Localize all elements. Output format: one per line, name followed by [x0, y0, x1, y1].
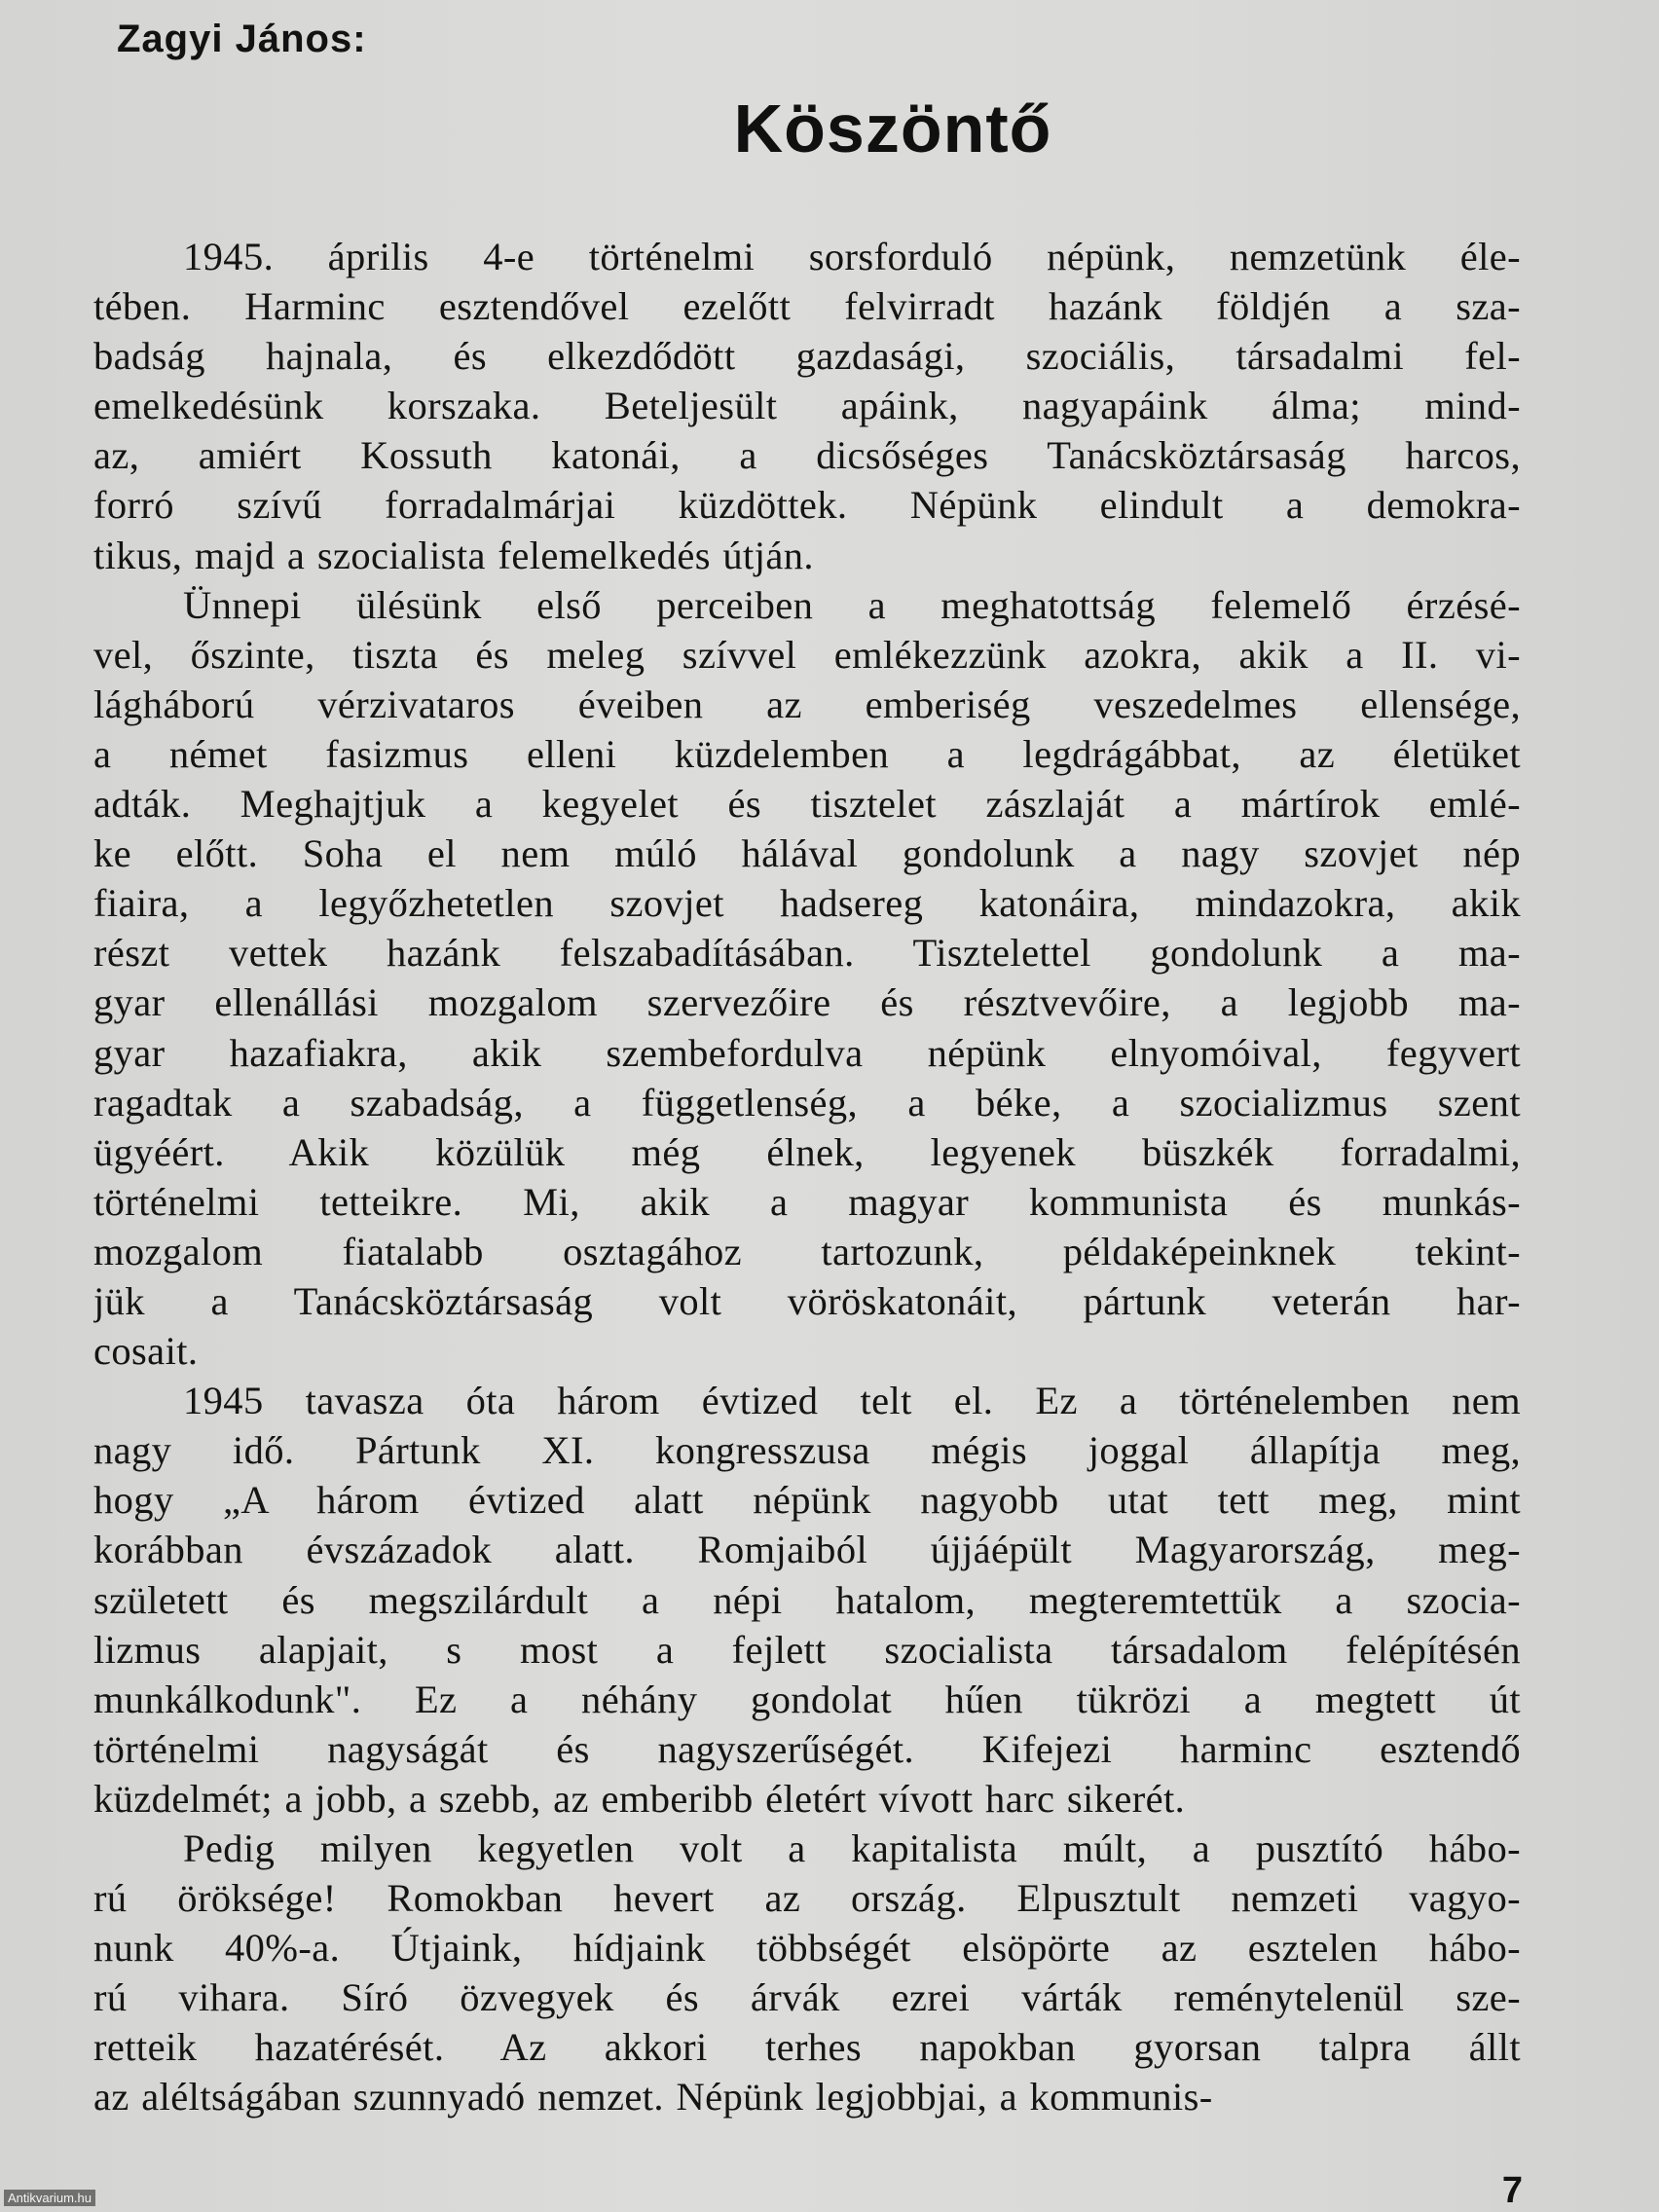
text-line: történelmi nagyságát és nagyszerűségét. Kifejezi harminc esztendő [93, 1726, 1521, 1771]
text-line: fiaira, a legyőzhetetlen szovjet hadsereg katonáira, mindazokra, akik [93, 881, 1521, 926]
watermark-label: Antikvarium.hu [4, 2190, 95, 2206]
text-line: ragadtak a szabadság, a függetlenség, a béke, a szocializmus szent [93, 1080, 1521, 1124]
text-line: küzdelmét; a jobb, a szebb, az emberibb életért vívott harc sikerét. [93, 1776, 1186, 1821]
text-line: ke előtt. Soha el nem múló hálával gondolunk a nagy szovjet nép [93, 831, 1521, 876]
text-line: tikus, majd a szocialista felemelkedés útján. [93, 533, 814, 577]
text-line: ügyéért. Akik közülük még élnek, legyenek büszkék forradalmi, [93, 1129, 1521, 1174]
text-line: badság hajnala, és elkezdődött gazdasági, szociális, társadalmi fel- [93, 334, 1521, 379]
text-line: forró szívű forradalmárjai küzdöttek. Népünk elindult a demokra- [93, 483, 1521, 528]
article-body [93, 232, 1521, 2122]
text-line: történelmi tetteikre. Mi, akik a magyar kommunista és munkás- [93, 1179, 1521, 1224]
text-line: az aléltságában szunnyadó nemzet. Népünk legjobbjai, a kommunis- [93, 2075, 1213, 2120]
text-line: Ünnepi ülésünk első perceiben a meghatottság felemelő érzésé- [183, 582, 1521, 627]
text-line: munkálkodunk". Ez a néhány gondolat hűen tükrözi a megtett út [93, 1677, 1521, 1721]
text-line: jük a Tanácsköztársaság volt vöröskatonáit, pártunk veterán har- [93, 1278, 1521, 1323]
text-line: gyar ellenállási mozgalom szervezőire és résztvevőire, a legjobb ma- [93, 980, 1521, 1025]
text-line: vel, őszinte, tiszta és meleg szívvel emlékezzünk azokra, akik a II. vi- [93, 632, 1521, 677]
paragraph [93, 1376, 1521, 1824]
text-line: gyar hazafiakra, akik szembefordulva népünk elnyomóival, fegyvert [93, 1030, 1521, 1075]
text-line: rú öröksége! Romokban hevert az ország. Elpusztult nemzeti vagyo- [93, 1876, 1521, 1921]
text-line: 1945. április 4-e történelmi sorsforduló népünk, nemzetünk éle- [183, 235, 1521, 278]
text-line: rú vihara. Síró özvegyek és árvák ezrei várták reménytelenül sze- [93, 1975, 1521, 2020]
text-line: Pedig milyen kegyetlen volt a kapitalista múlt, a pusztító hábo- [183, 1826, 1521, 1870]
article-title: Köszöntő [733, 91, 1052, 166]
text-line: lágháború vérzivataros éveiben az emberiség veszedelmes ellensége, [93, 682, 1521, 726]
text-line: korábban évszázadok alatt. Romjaiból újjáépült Magyarország, meg- [93, 1528, 1521, 1572]
text-line: lizmus alapjait, s most a fejlett szocialista társadalom felépítésén [93, 1627, 1521, 1672]
paragraph [93, 232, 1521, 580]
text-line: cosait. [93, 1329, 199, 1374]
paragraph [93, 580, 1521, 1377]
text-line: mozgalom fiatalabb osztagához tartozunk, példaképeinknek tekint- [93, 1229, 1521, 1273]
text-line: részt vettek hazánk felszabadításában. Tisztelettel gondolunk a ma- [93, 931, 1521, 976]
text-line: hogy „A három évtized alatt népünk nagyobb utat tett meg, mint [93, 1478, 1521, 1523]
text-line: nunk 40%-a. Útjaink, hídjaink többségét elsöpörte az esztelen hábo- [93, 1926, 1521, 1971]
text-line: adták. Meghajtjuk a kegyelet és tisztelet zászlaját a mártírok emlé- [93, 782, 1521, 827]
author-name: Zagyi János: [117, 18, 367, 60]
text-line: 1945 tavasza óta három évtized telt el. Ez a történelemben nem [183, 1379, 1521, 1423]
text-line: született és megszilárdult a népi hatalom, megteremtettük a szocia- [93, 1577, 1521, 1622]
page-number: 7 [1501, 2170, 1523, 2211]
text-line: retteik hazatérését. Az akkori terhes napokban gyorsan talpra állt [93, 2025, 1521, 2070]
text-line: emelkedésünk korszaka. Beteljesült apáink, nagyapáink álma; mind- [93, 384, 1521, 428]
paragraph [93, 1824, 1521, 2122]
text-line: tében. Harminc esztendővel ezelőtt felvirradt hazánk földjén a sza- [93, 284, 1521, 329]
text-line: a német fasizmus elleni küzdelemben a legdrágábbat, az életüket [93, 731, 1521, 776]
text-line: az, amiért Kossuth katonái, a dicsőséges Tanácsköztársaság harcos, [93, 433, 1521, 478]
text-line: nagy idő. Pártunk XI. kongresszusa mégis joggal állapítja meg, [93, 1428, 1521, 1473]
